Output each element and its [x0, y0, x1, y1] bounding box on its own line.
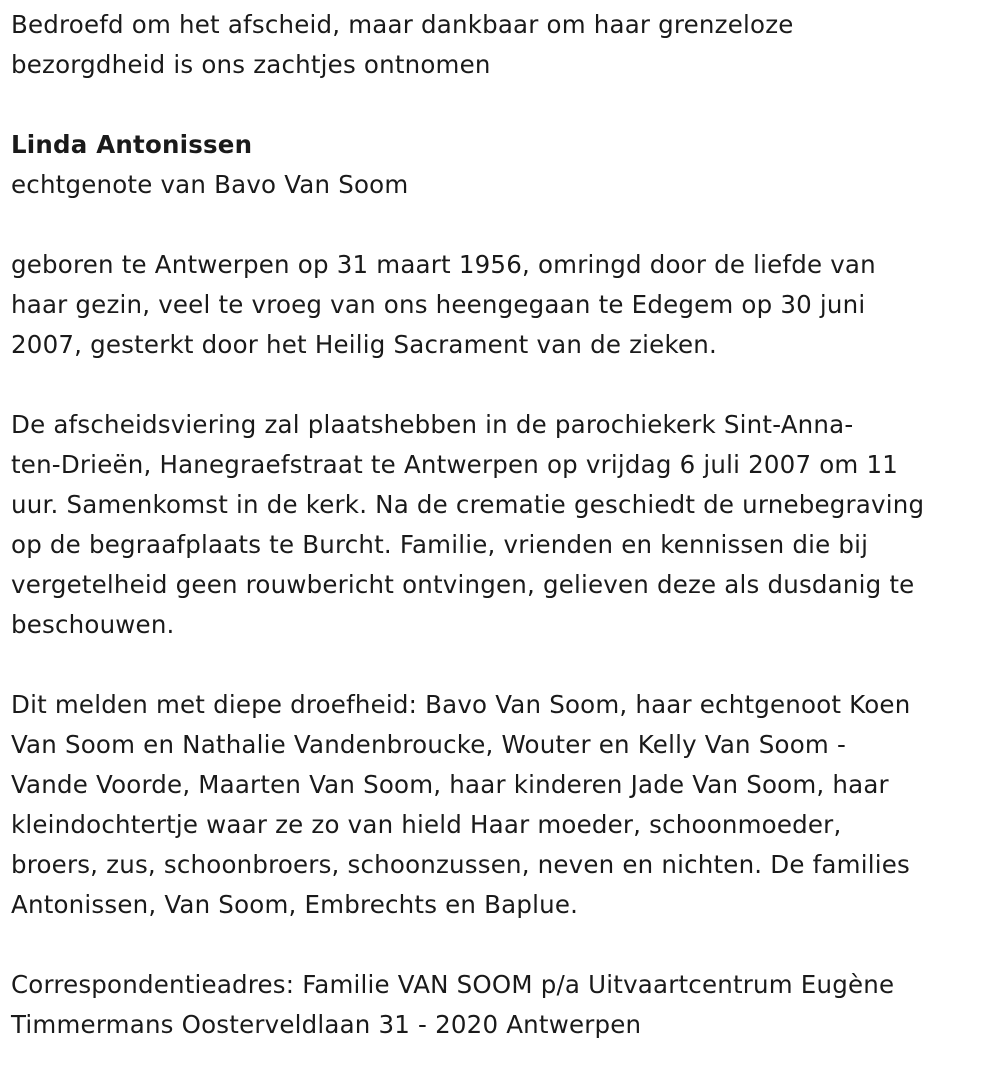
- deceased-name: Linda Antonissen: [11, 130, 253, 159]
- address-paragraph: [11, 965, 996, 1045]
- text-line: ten-Drieën, Hanegraefstraat te Antwerpen op vrijdag 6 juli 2007 om 11: [11, 450, 899, 479]
- text-line: Van Soom en Nathalie Vandenbroucke, Wouter en Kelly Van Soom -: [11, 730, 846, 759]
- text-line: vergetelheid geen rouwbericht ontvingen, gelieven deze als dusdanig te: [11, 570, 915, 599]
- obituary-notice: [11, 5, 996, 1045]
- text-line: broers, zus, schoonbroers, schoonzussen, neven en nichten. De families: [11, 850, 910, 879]
- paragraph-gap: [11, 645, 996, 685]
- ceremony-paragraph: [11, 405, 996, 645]
- text-line: Vande Voorde, Maarten Van Soom, haar kinderen Jade Van Soom, haar: [11, 770, 889, 799]
- text-line: beschouwen.: [11, 610, 175, 639]
- text-line: haar gezin, veel te vroeg van ons heengegaan te Edegem op 30 juni: [11, 290, 866, 319]
- family-paragraph: [11, 685, 996, 925]
- text-line: kleindochtertje waar ze zo van hield Haar moeder, schoonmoeder,: [11, 810, 842, 839]
- spouse-line: echtgenote van Bavo Van Soom: [11, 170, 409, 199]
- paragraph-gap: [11, 925, 996, 965]
- text-line: Timmermans Oosterveldlaan 31 - 2020 Antwerpen: [11, 1010, 642, 1039]
- intro-line: bezorgdheid is ons zachtjes ontnomen: [11, 50, 491, 79]
- text-line: uur. Samenkomst in de kerk. Na de crematie geschiedt de urnebegraving: [11, 490, 925, 519]
- text-line: Dit melden met diepe droefheid: Bavo Van Soom, haar echtgenoot Koen: [11, 690, 911, 719]
- text-line: Antonissen, Van Soom, Embrechts en Baplue.: [11, 890, 579, 919]
- text-line: Correspondentieadres: Familie VAN SOOM p/a Uitvaartcentrum Eugène: [11, 970, 895, 999]
- text-line: geboren te Antwerpen op 31 maart 1956, omringd door de liefde van: [11, 250, 876, 279]
- birth-death-paragraph: [11, 245, 996, 365]
- text-line: De afscheidsviering zal plaatshebben in de parochiekerk Sint-Anna-: [11, 410, 854, 439]
- paragraph-gap: [11, 365, 996, 405]
- text-line: op de begraafplaats te Burcht. Familie, vrienden en kennissen die bij: [11, 530, 869, 559]
- paragraph-gap: [11, 205, 996, 245]
- intro-line: Bedroefd om het afscheid, maar dankbaar om haar grenzeloze: [11, 10, 794, 39]
- text-line: 2007, gesterkt door het Heilig Sacrament van de zieken.: [11, 330, 717, 359]
